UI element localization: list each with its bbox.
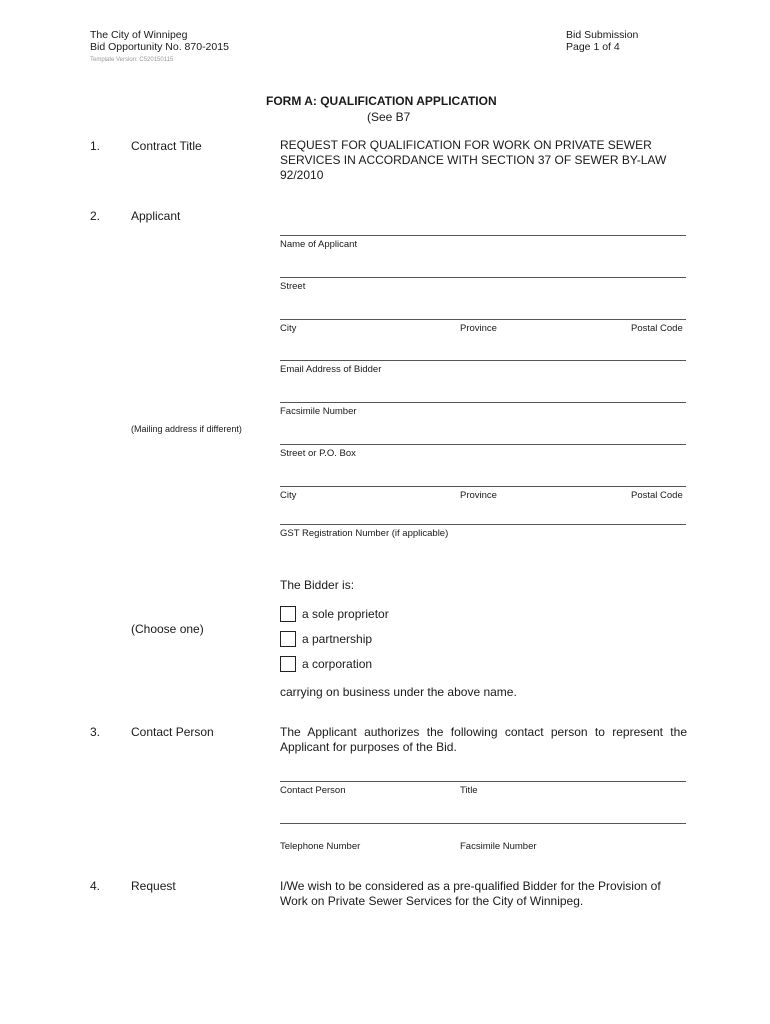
request-text: I/We wish to be considered as a pre-qualified Bidder for the Provision of Work on Private Sewer Services for the City of Winnipeg. [280, 879, 661, 908]
mailing-address-note: (Mailing address if different) [131, 424, 242, 434]
sole-proprietor-label: a sole proprietor [302, 607, 389, 621]
header-bid-submission: Bid Submission [566, 29, 639, 41]
partnership-label: a partnership [302, 632, 373, 646]
section-1-number: 1. [90, 139, 101, 153]
header-template-version: Template Version: C520150115 [90, 57, 174, 63]
mailing-postal-code-caption: Postal Code [631, 490, 683, 501]
gst-registration-caption: GST Registration Number (if applicable) [280, 528, 449, 539]
street-po-box-caption: Street or P.O. Box [280, 448, 356, 459]
postal-code-caption: Postal Code [631, 323, 683, 334]
telephone-fax-field[interactable] [280, 823, 686, 824]
email-field[interactable] [280, 360, 686, 361]
section-4-label: Request [131, 879, 176, 893]
province-caption: Province [460, 323, 497, 334]
fax-caption: Facsimile Number [280, 406, 357, 417]
carrying-on-business-text: carrying on business under the above name. [280, 685, 517, 699]
corporation-label: a corporation [302, 657, 373, 671]
corporation-checkbox[interactable] [280, 656, 296, 672]
contact-fax-caption: Facsimile Number [460, 841, 537, 852]
contact-authorization-text: The Applicant authorizes the following contact person to represent the Applicant for purposes of the Bid. [280, 725, 687, 754]
section-1-label: Contract Title [131, 139, 202, 153]
bidder-is-label: The Bidder is: [280, 578, 355, 592]
name-of-applicant-caption: Name of Applicant [280, 239, 358, 250]
contract-title-text: REQUEST FOR QUALIFICATION FOR WORK ON PRIVATE SEWER SERVICES IN ACCORDANCE WITH SECTION 37 OF SEWER BY-LAW 92/2010 [280, 138, 667, 182]
mailing-city-caption: City [280, 490, 297, 501]
choose-one-label: (Choose one) [131, 622, 204, 636]
city-province-postal-field[interactable] [280, 319, 686, 320]
street-field[interactable] [280, 277, 686, 278]
section-3-number: 3. [90, 725, 101, 739]
section-2-number: 2. [90, 209, 101, 223]
title-caption: Title [460, 785, 478, 796]
gst-registration-field[interactable] [280, 524, 686, 525]
header-page-number: Page 1 of 4 [566, 41, 620, 53]
form-title: FORM A: QUALIFICATION APPLICATION [266, 94, 497, 108]
contact-person-caption: Contact Person [280, 785, 346, 796]
name-of-applicant-field[interactable] [280, 235, 686, 236]
section-2-label: Applicant [131, 209, 181, 223]
sole-proprietor-checkbox[interactable] [280, 606, 296, 622]
partnership-checkbox[interactable] [280, 631, 296, 647]
street-po-box-field[interactable] [280, 444, 686, 445]
city-caption: City [280, 323, 297, 334]
section-4-number: 4. [90, 879, 101, 893]
form-subtitle: (See B7 [367, 110, 411, 124]
telephone-number-caption: Telephone Number [280, 841, 361, 852]
contact-person-title-field[interactable] [280, 781, 686, 782]
mailing-province-caption: Province [460, 490, 497, 501]
email-caption: Email Address of Bidder [280, 364, 382, 375]
mailing-city-province-postal-field[interactable] [280, 486, 686, 487]
fax-field[interactable] [280, 402, 686, 403]
section-3-label: Contact Person [131, 725, 214, 739]
header-city: The City of Winnipeg [90, 29, 188, 41]
header-bid-opportunity: Bid Opportunity No. 870-2015 [90, 41, 229, 53]
street-caption: Street [280, 281, 306, 292]
